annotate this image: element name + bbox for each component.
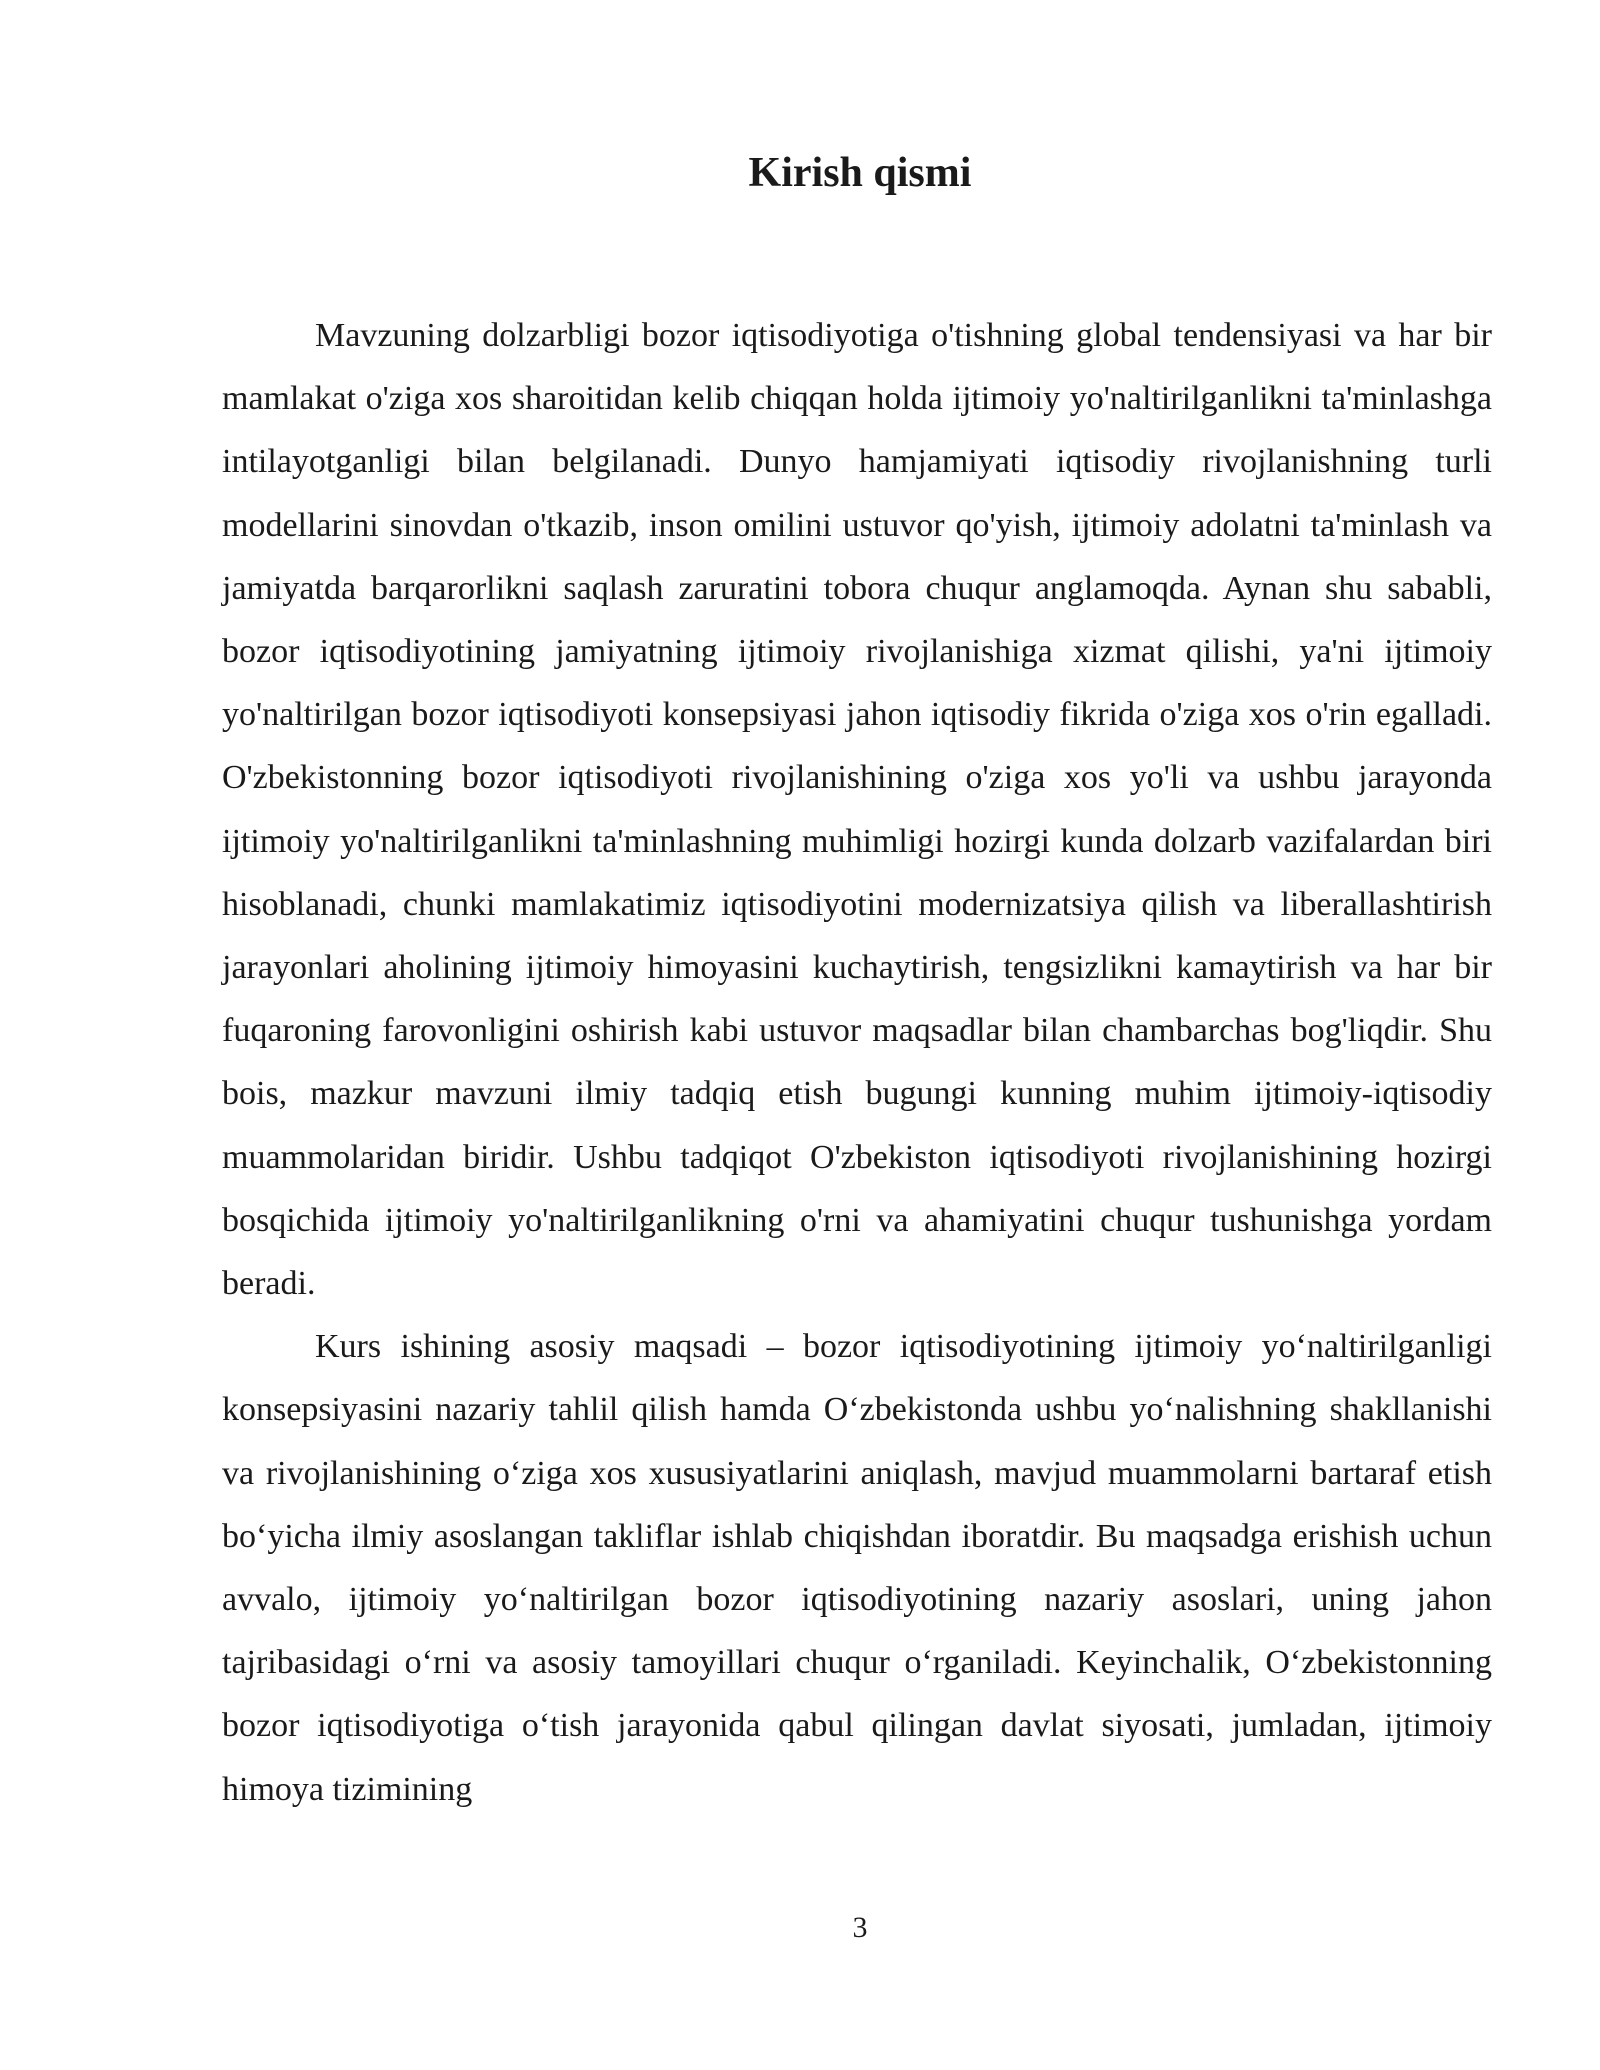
- paragraph-relevance: Mavzuning dolzarbligi bozor iqtisodiyotiga o'tishning global tendensiyasi va har bir mamlakat o'ziga xos sharoitidan kelib chiqqan holda ijtimoiy yo'naltirilganlikni ta'minlashga intilayotganligi bilan belgilanadi. Dunyo hamjamiyati iqtisodiy rivojlanishning turli modellarini sinovdan o'tkazib, inson omilini ustuvor qo'yish, ijtimoiy adolatni ta'minlash va jamiyatda barqarorlikni saqlash zaruratini tobora chuqur anglamoqda. Aynan shu sababli, bozor iqtisodiyotining jamiyatning ijtimoiy rivojlanishiga xizmat qilishi, ya'ni ijtimoiy yo'naltirilgan bozor iqtisodiyoti konsepsiyasi jahon iqtisodiy fikrida o'ziga xos o'rin egalladi. O'zbekistonning bozor iqtisodiyoti rivojlanishining o'ziga xos yo'li va ushbu jarayonda ijtimoiy yo'naltirilganlikni ta'minlashning muhimligi hozirgi kunda dolzarb vazifalardan biri hisoblanadi, chunki mamlakatimiz iqtisodiyotini modernizatsiya qilish va liberallashtirish jarayonlari aholining ijtimoiy himoyasini kuchaytirish, tengsizlikni kamaytirish va har bir fuqaroning farovonligini oshirish kabi ustuvor maqsadlar bilan chambarchas bog'liqdir. Shu bois, mazkur mavzuni ilmiy tadqiq etish bugungi kunning muhim ijtimoiy-iqtisodiy muammolaridan biridir. Ushbu tadqiqot O'zbekiston iqtisodiyoti rivojlanishining hozirgi bosqichida ijtimoiy yo'naltirilganlikning o'rni va ahamiyatini chuqur tushunishga yordam beradi.: [222, 317, 1492, 1303]
- body-text: [222, 304, 1492, 1821]
- paragraph-objective: Kurs ishining asosiy maqsadi – bozor iqtisodiyotining ijtimoiy yoʻnaltirilganligi konsepsiyasini nazariy tahlil qilish hamda Oʻzbekistonda ushbu yoʻnalishning shakllanishi va rivojlanishining oʻziga xos xususiyatlarini aniqlash, mavjud muammolarni bartaraf etish boʻyicha ilmiy asoslangan takliflar ishlab chiqishdan iboratdir. Bu maqsadga erishish uchun avvalo, ijtimoiy yoʻnaltirilgan bozor iqtisodiyotining nazariy asoslari, uning jahon tajribasidagi oʻrni va asosiy tamoyillari chuqur oʻrganiladi. Keyinchalik, Oʻzbekistonning bozor iqtisodiyotiga oʻtish jarayonida qabul qilingan davlat siyosati, jumladan, ijtimoiy himoya tizimining: [222, 1328, 1492, 1808]
- page-number: 3: [852, 1911, 868, 1944]
- page-title: Kirish qismi: [748, 150, 972, 196]
